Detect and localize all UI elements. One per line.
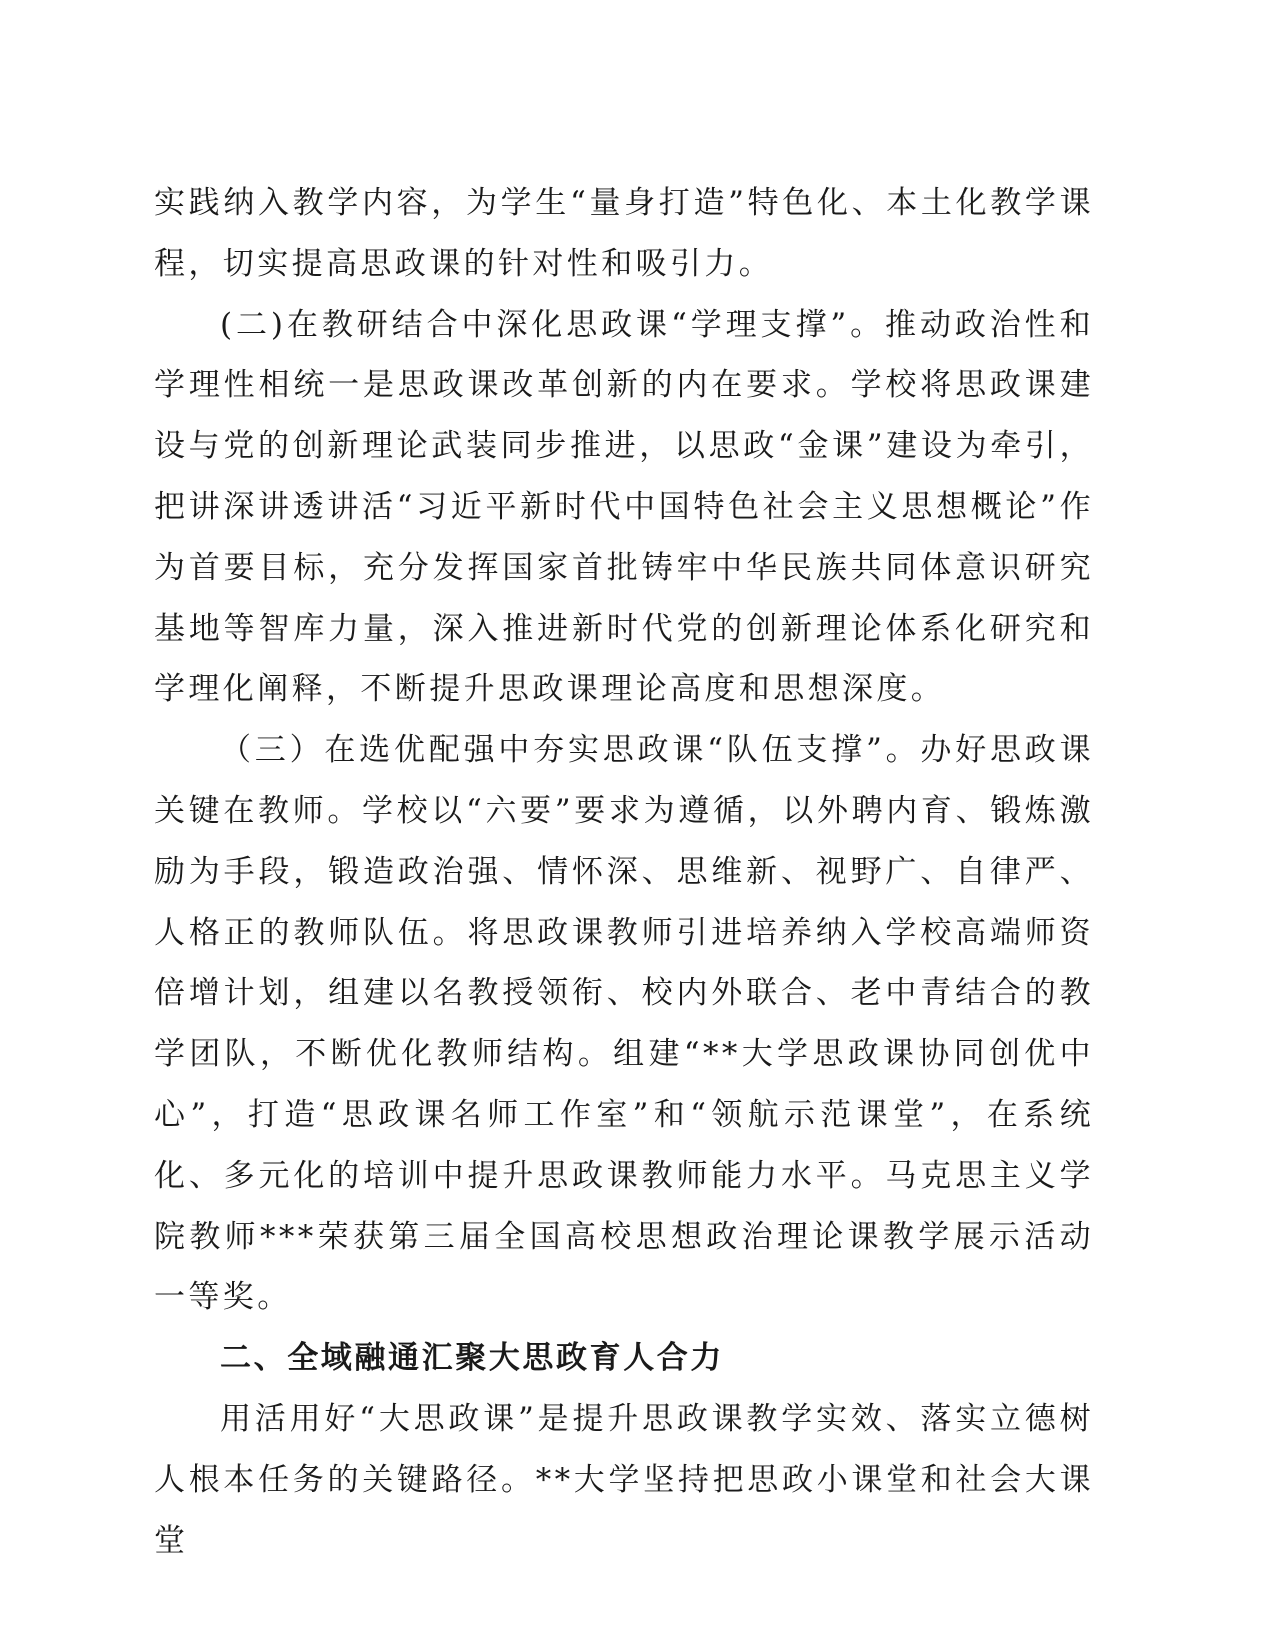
- paragraph-intro: 用活用好“大思政课”是提升思政课教学实效、落实立德树人根本任务的关键路径。**大学坚持把思政小课堂和社会大课堂: [154, 1400, 1094, 1559]
- paragraph-section-2: (二)在教研结合中深化思政课“学理支撑”。推动政治性和学理性相统一是思政课改革创新的内在要求。学校将思政课建设与党的创新理论武装同步推进，以思政“金课”建设为牵引，把讲深讲透讲活“习近平新时代中国特色社会主义思想概论”作为首要目标，充分发挥国家首批铸牢中华民族共同体意识研究基地等智库力量，深入推进新时代党的创新理论体系化研究和学理化阐释，不断提升思政课理论高度和思想深度。: [154, 306, 1094, 708]
- paragraph-continuation: 实践纳入教学内容，为学生“量身打造”特色化、本土化教学课程，切实提高思政课的针对性和吸引力。: [154, 185, 1094, 282]
- document-body: [154, 173, 1094, 1571]
- section-heading: 二、全域融通汇聚大思政育人合力: [220, 1340, 724, 1377]
- paragraph-section-3: （三）在选优配强中夯实思政课“队伍支撑”。办好思政课关键在教师。学校以“六要”要求为遵循，以外聘内育、锻炼激励为手段，锻造政治强、情怀深、思维新、视野广、自律严、人格正的教师队伍。将思政课教师引进培养纳入学校高端师资倍增计划，组建以名教授领衔、校内外联合、老中青结合的教学团队，不断优化教师结构。组建“**大学思政课协同创优中心”，打造“思政课名师工作室”和“领航示范课堂”，在系统化、多元化的培训中提升思政课教师能力水平。马克思主义学院教师***荣获第三届全国高校思想政治理论课教学展示活动一等奖。: [154, 732, 1094, 1316]
